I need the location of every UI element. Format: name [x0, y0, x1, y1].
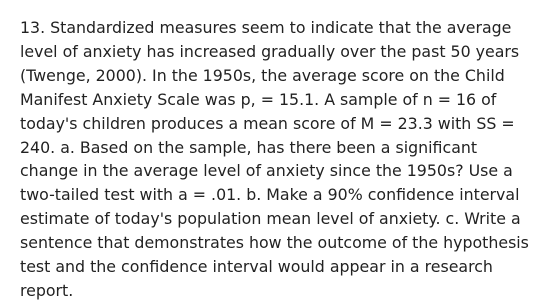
question-text [20, 16, 548, 303]
question-line: sentence that demonstrates how the outcome of the hypothesis [20, 233, 529, 253]
question-line: (Twenge, 2000). In the 1950s, the average score on the Child [20, 65, 505, 85]
question-line: Manifest Anxiety Scale was p, = 15.1. A sample of n = 16 of [20, 89, 497, 109]
question-line: test and the confidence interval would appear in a research [20, 257, 493, 277]
question-line: 240. a. Based on the sample, has there been a significant [20, 137, 478, 157]
question-line: two-tailed test with a = .01. b. Make a 90% confidence interval [20, 185, 520, 205]
question-line: 13. Standardized measures seem to indicate that the average [20, 18, 512, 37]
question-line: report. [20, 280, 74, 300]
question-line: estimate of today's population mean level of anxiety. c. Write a [20, 209, 521, 229]
question-line: today's children produces a mean score of M = 23.3 with SS = [20, 113, 515, 133]
question-line: change in the average level of anxiety since the 1950s? Use a [20, 161, 513, 181]
question-line: level of anxiety has increased gradually over the past 50 years [20, 41, 520, 61]
